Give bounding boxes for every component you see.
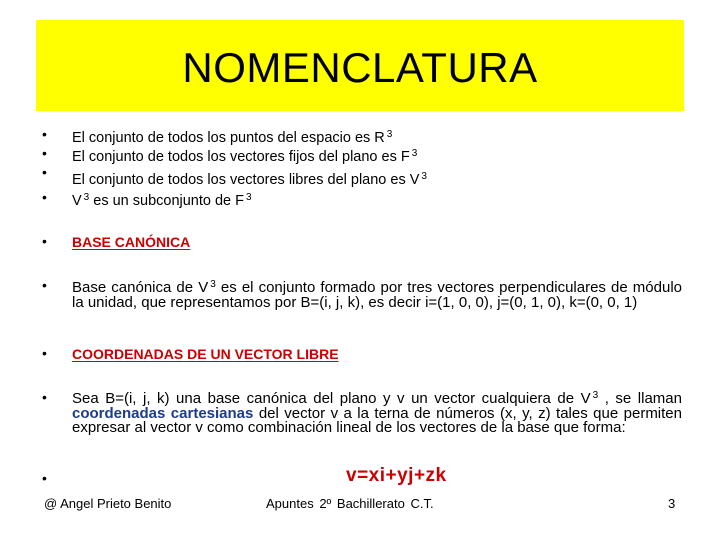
bullet-marker: • (42, 345, 47, 361)
bullet-marker: • (42, 233, 47, 249)
bullet-marker: • (42, 277, 47, 293)
footer-author: @ Angel Prieto Benito (44, 496, 172, 511)
list-item-subset: V $^3$ es un subconjunto de F $^3$ (72, 192, 252, 209)
bullet-marker: • (42, 126, 47, 142)
base-paragraph: Base canónica de V $^3$ es el conjunto formado por tres vectores perpendiculares de módulo la unidad, que representamos por B=(i, j, k), es decir i=(1, 0, 0), j=(0, 1, 0), k=(0, 0, 1) (72, 279, 682, 311)
list-item-f3: El conjunto de todos los vectores fijos del plano es F $^3$ (72, 148, 418, 165)
list-item-r3: El conjunto de todos los puntos del espacio es R $^3$ (72, 129, 393, 146)
bullet-marker: • (42, 164, 47, 180)
footer-course: Apuntes 2º Bachillerato C.T. (266, 496, 434, 511)
page-number: 3 (668, 496, 676, 511)
bullet-marker: • (42, 189, 47, 205)
title-banner (36, 20, 684, 111)
list-item-v3: El conjunto de todos los vectores libres del plano es V $^3$ (72, 171, 427, 188)
bullet-marker: • (42, 389, 47, 405)
highlight-coordenadas-cartesianas: coordenadas cartesianas (72, 404, 254, 422)
heading-coordenadas: COORDENADAS DE UN VECTOR LIBRE (72, 346, 339, 362)
slide-title: NOMENCLATURA (182, 43, 538, 91)
bullet-marker: • (42, 145, 47, 161)
formula: v=xi+yj+zk (346, 465, 447, 486)
bullet-marker: • (42, 470, 47, 486)
coords-paragraph: Sea B=(i, j, k) una base canónica del plano y v un vector cualquiera de V $^3$ , se llaman coordenadas cartesianas del vector v a la terna de números (x, y, z) tales que permiten expresar al vector v como combinación lineal de los vectores de la base que forma: (72, 390, 682, 436)
heading-base-canonica: BASE CANÓNICA (72, 234, 191, 250)
